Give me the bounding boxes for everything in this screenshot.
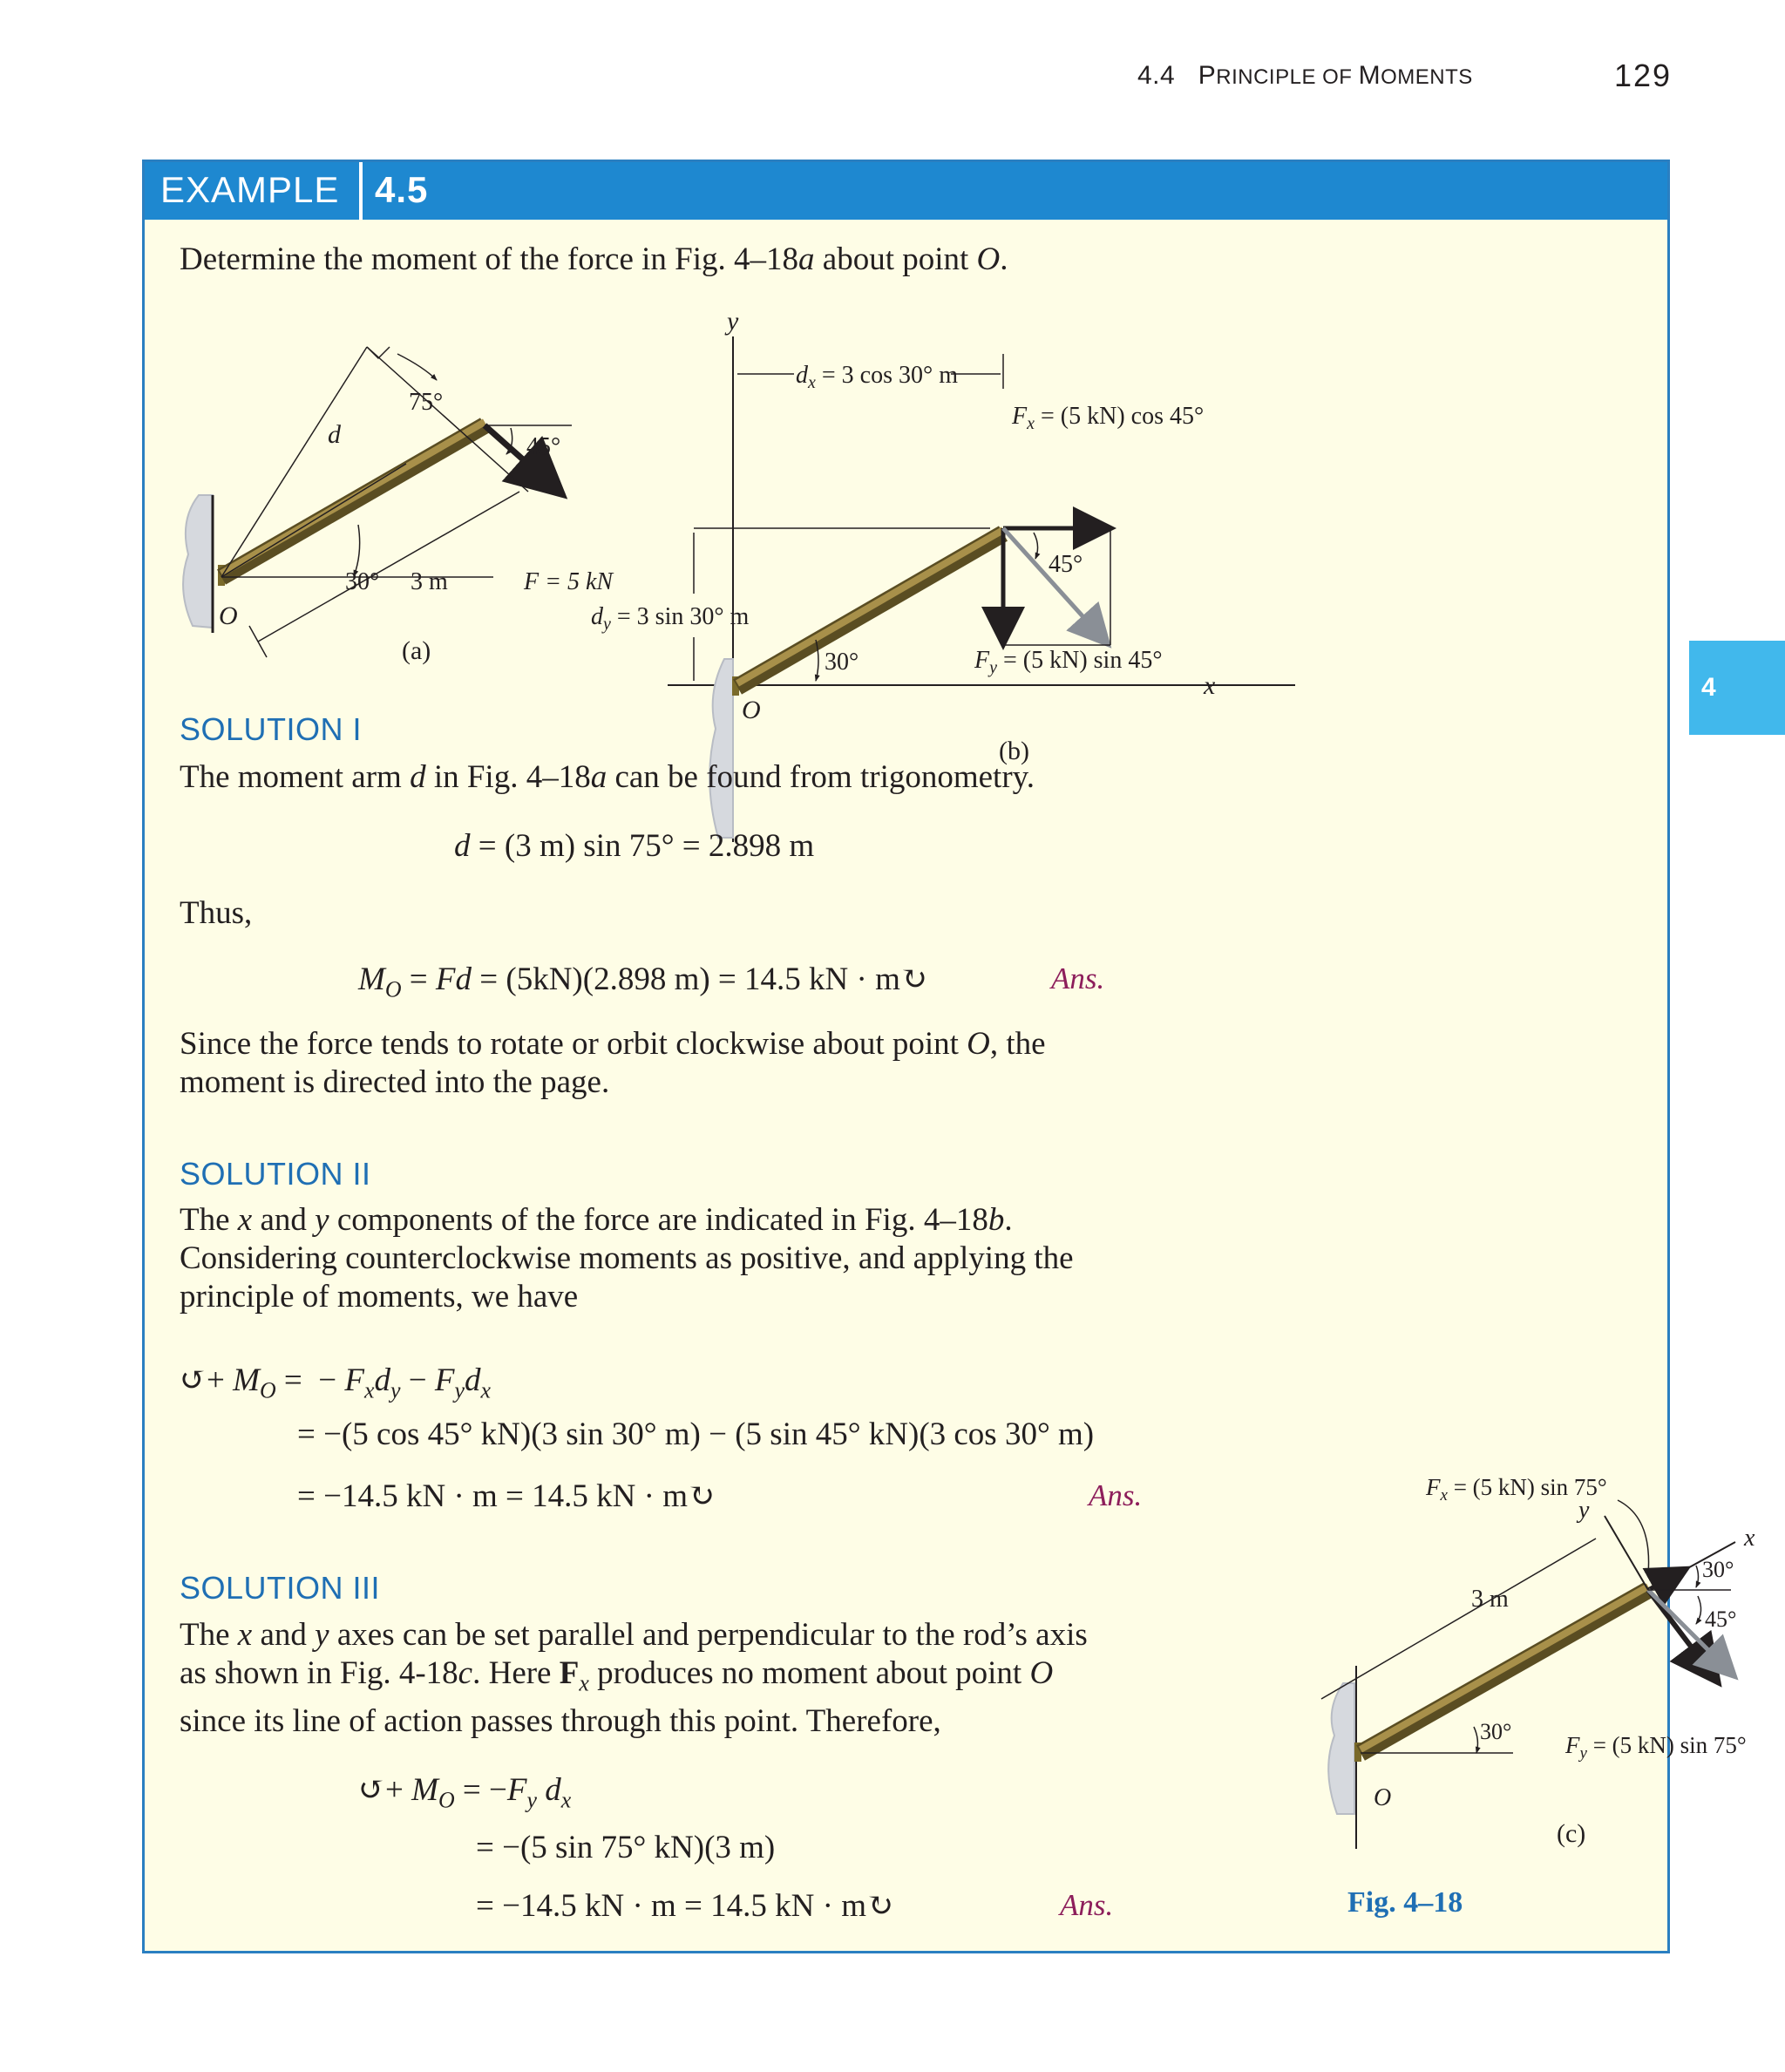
arc-30-top-c — [1696, 1566, 1699, 1587]
label-O-b: O — [742, 696, 761, 724]
caption-b: (b) — [999, 737, 1029, 765]
fx-arrow-c — [1648, 1568, 1687, 1590]
force-arrow-c — [1648, 1590, 1735, 1677]
label-O-c: O — [1374, 1784, 1392, 1811]
answer-label-2: Ans. — [1089, 1478, 1143, 1512]
label-30-top-c: 30° — [1702, 1557, 1734, 1582]
equation-mo-1: $M_O = Fd = (5kN)(2.898$ m) = 14.5 kN · m↻ — [358, 961, 927, 1002]
rod-a-highlight — [221, 422, 485, 574]
solution3-text: The x and y axes can be set parallel and perpendicular to the rod’s axis as shown in Fig. 4-18c. Here $F_x$ produces no moment about point O since its line of action passes through this point. Therefore, — [180, 1617, 1088, 1740]
label-force-a: F = 5 kN — [524, 568, 614, 595]
label-fy-c: $F_y = (5$ kN) sin 75° — [1565, 1732, 1747, 1763]
example-header — [145, 162, 1667, 220]
label-30-bottom-c: 30° — [1480, 1719, 1512, 1744]
thus-text: Thus, — [180, 895, 253, 931]
answer-label-1: Ans. — [1051, 961, 1105, 995]
example-label: EXAMPLE — [160, 169, 340, 210]
label-45-a: 45° — [526, 433, 561, 460]
arc-30-bottom-c — [1474, 1727, 1477, 1753]
label-dy: $d_y = 3$ sin 30° m — [591, 603, 750, 634]
section-number: 4.4 — [1137, 61, 1176, 90]
figure-c — [1164, 1465, 1755, 1884]
wall-c — [1328, 1666, 1356, 1849]
clockwise-arrow-icon: ↻ — [688, 1478, 716, 1514]
y-axis-c — [1605, 1516, 1648, 1590]
page-number: 129 — [1614, 58, 1673, 93]
label-O-a: O — [219, 601, 238, 630]
dim-line-3m — [258, 492, 519, 642]
dim-tick-a1 — [249, 626, 267, 657]
clockwise-arrow-icon: ↻ — [866, 1888, 894, 1924]
caption-a: (a) — [402, 636, 431, 665]
dim-line-c — [1321, 1539, 1596, 1699]
label-3m-a: 3 m — [411, 568, 448, 595]
label-dx: $d_x = 3$ cos 30° m — [796, 362, 958, 392]
example-separator — [359, 162, 363, 220]
solution1-explanation: Since the force tends to rotate or orbit clockwise about point O, the moment is directed into the page. — [180, 1026, 1046, 1100]
solution2-heading: SOLUTION II — [180, 1156, 371, 1192]
fy-arrow-c — [1648, 1590, 1719, 1683]
equation3-line2: = −(5 sin 75° kN)(3 m) — [476, 1830, 776, 1865]
problem-statement: Determine the moment of the force in Fig. 4–18a about point O. — [180, 241, 1008, 277]
force-arrow-b — [1003, 528, 1109, 645]
label-45-b: 45° — [1049, 551, 1083, 578]
figure-a — [145, 293, 668, 665]
solution3-heading: SOLUTION III — [180, 1570, 381, 1606]
arc-45-b — [1034, 533, 1038, 559]
solution2-text: The x and y components of the force are indicated in Fig. 4–18b. Considering counterclockwise moments as positive, and applying the principle of moments, we have — [180, 1202, 1074, 1315]
equation3-line3: = −14.5 kN · m = 14.5 kN · m↻ — [476, 1888, 894, 1924]
label-x-c: x — [1744, 1525, 1755, 1552]
equation-d: d = (3 m) sin 75° = 2.898 m — [454, 828, 815, 864]
caption-c: (c) — [1557, 1819, 1586, 1848]
equation3-line1: ↺+ $M_O = -F_y$ $d_x$ — [358, 1772, 572, 1813]
example-number: 4.5 — [375, 169, 429, 210]
equation2-line3: = −14.5 kN · m = 14.5 kN · m↻ — [297, 1478, 716, 1514]
equation2-line2: = −(5 cos 45° kN)(3 sin 30° m) − (5 sin 45° kN)(3 cos 30° m) — [297, 1416, 1095, 1452]
label-y-c: y — [1578, 1497, 1590, 1524]
label-45-c: 45° — [1705, 1607, 1737, 1632]
figure-b — [591, 293, 1295, 765]
d-line — [221, 464, 406, 577]
label-y-b: y — [727, 307, 739, 336]
arc-45-c — [1696, 1596, 1701, 1624]
label-30-a: 30° — [345, 568, 380, 595]
label-x-b: x — [1204, 671, 1216, 700]
figure-caption: Fig. 4–18 — [1347, 1886, 1463, 1919]
arc-75 — [397, 354, 437, 380]
label-75: 75° — [409, 389, 444, 416]
answer-label-3: Ans. — [1060, 1888, 1114, 1922]
rod-b-highlight — [737, 530, 1003, 683]
running-head: 4.4 PRINCIPLE OF MOMENTS — [1137, 61, 1473, 90]
counterclockwise-sign-icon: ↺+ — [180, 1362, 225, 1398]
wall-a — [183, 495, 213, 633]
solution1-heading: SOLUTION I — [180, 711, 363, 747]
label-fy-b: $F_y = (5$ kN) sin 45° — [974, 647, 1163, 677]
solution1-intro: The moment arm d in Fig. 4–18a can be found from trigonometry. — [180, 759, 1035, 795]
example-box — [142, 160, 1755, 1953]
label-fx-b: $F_x = (5$ kN) cos 45° — [1012, 403, 1205, 433]
equation2-line1: ↺+ $M_O$ = − $F_xd_y - F_yd_x$ — [180, 1362, 491, 1403]
label-fx-c: $F_x = (5$ kN) sin 75° — [1426, 1474, 1607, 1505]
chapter-tab[interactable]: 4 — [1689, 641, 1785, 735]
label-3m-c: 3 m — [1471, 1586, 1509, 1613]
counterclockwise-sign-icon: ↺+ — [358, 1772, 404, 1808]
clockwise-arrow-icon: ↻ — [899, 961, 927, 997]
label-d: d — [328, 420, 341, 449]
label-30-b: 30° — [825, 649, 859, 676]
